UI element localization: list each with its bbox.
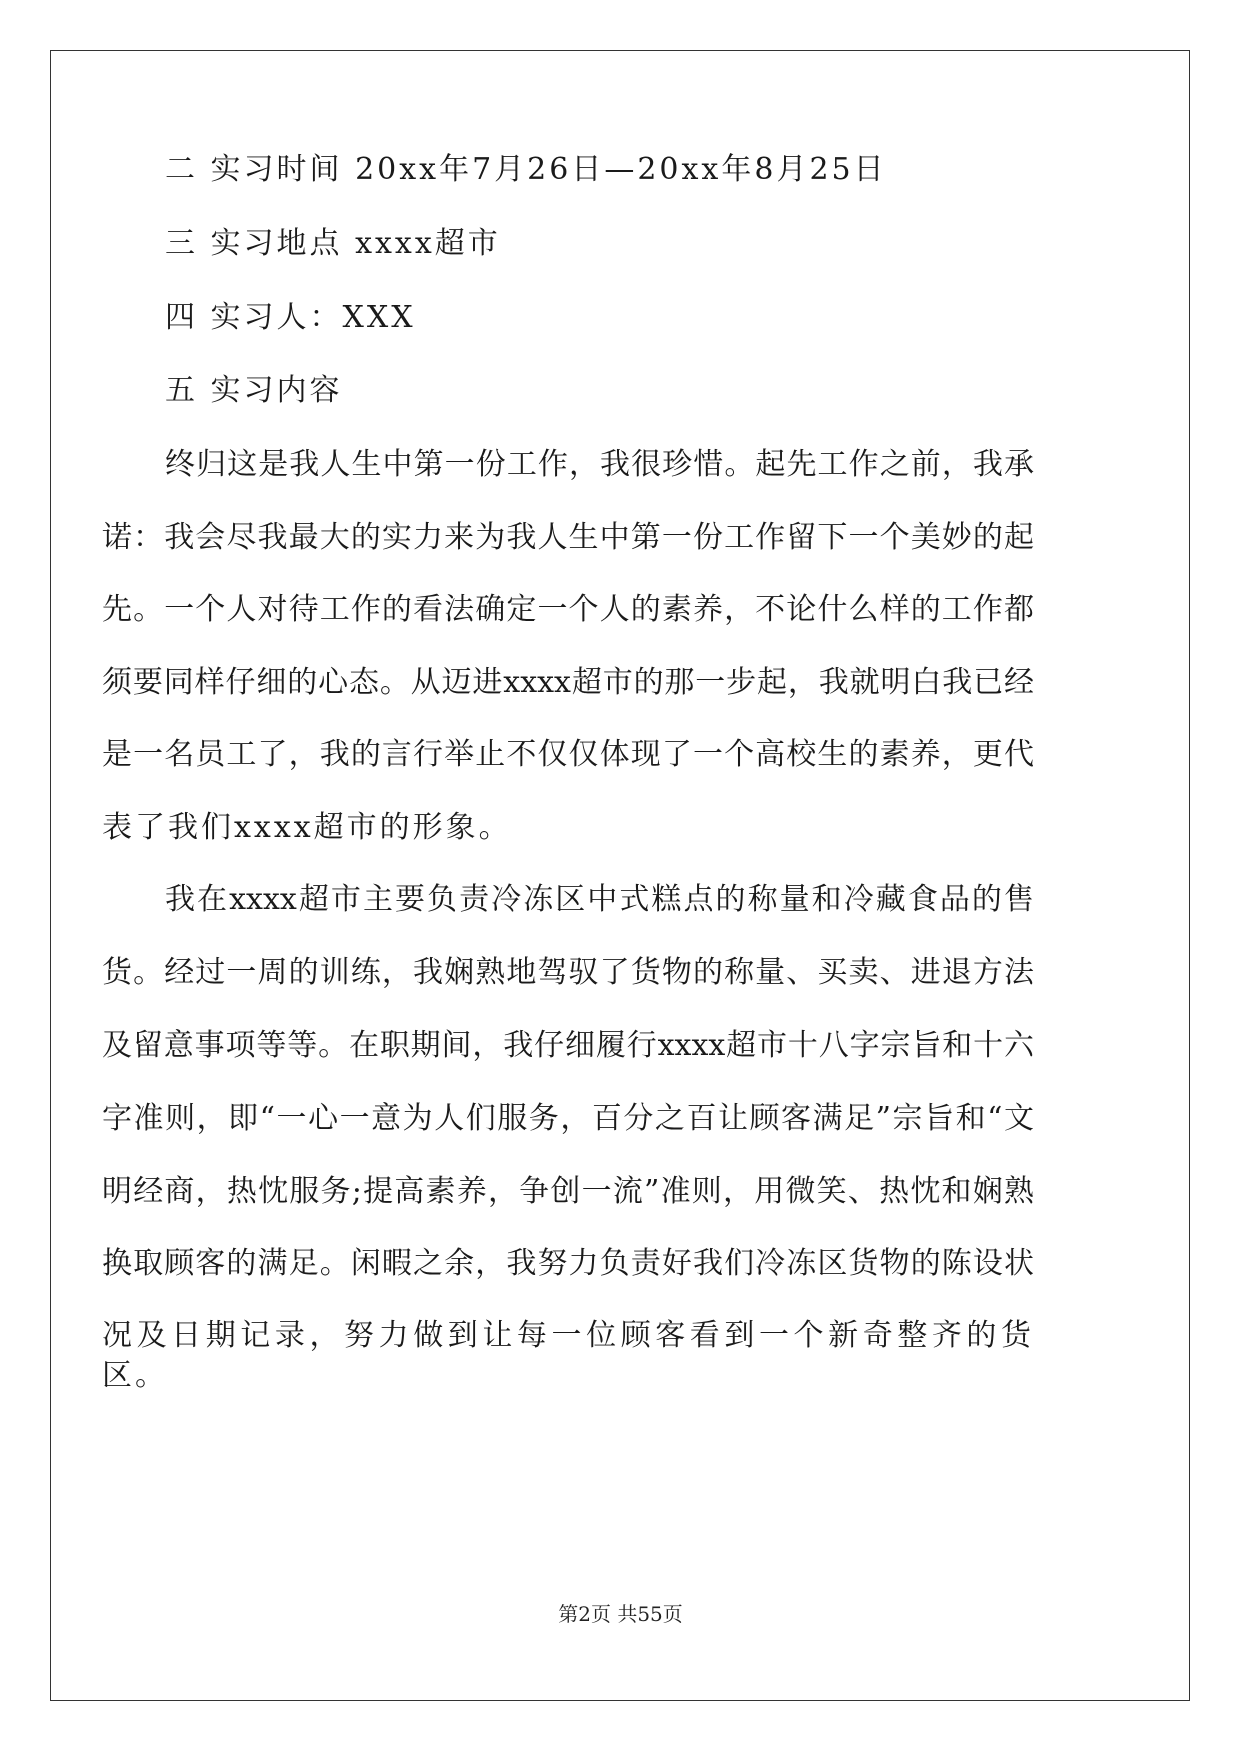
heading-internship-content: 五 实习内容 (165, 373, 343, 408)
paragraph-line: 换取顾客的满足。闲暇之余，我努力负责好我们冷冻区货物的陈设状 (102, 1246, 1034, 1281)
page-number-footer: 第2页 共55页 (558, 1602, 683, 1626)
paragraph-line: 明经商，热忱服务;提高素养，争创一流”准则，用微笑、热忱和娴熟 (102, 1174, 1034, 1209)
paragraph-line: 终归这是我人生中第一份工作，我很珍惜。起先工作之前，我承 (165, 447, 1034, 482)
paragraph-line: 字准则，即“一心一意为人们服务，百分之百让顾客满足”宗旨和“文 (102, 1101, 1034, 1136)
heading-intern: 四 实习人：XXX (165, 300, 416, 335)
paragraph-line: 况及日期记录，努力做到让每一位顾客看到一个新奇整齐的货区。 (102, 1318, 1034, 1393)
heading-internship-time: 二 实习时间 20xx年7月26日—20xx年8月25日 (165, 152, 887, 187)
paragraph-line: 我在xxxx超市主要负责冷冻区中式糕点的称量和冷藏食品的售 (165, 882, 1034, 917)
paragraph-line: 诺：我会尽我最大的实力来为我人生中第一份工作留下一个美妙的起 (102, 520, 1034, 555)
paragraph-line: 先。一个人对待工作的看法确定一个人的素养，不论什么样的工作都 (102, 592, 1034, 627)
paragraph-line: 及留意事项等等。在职期间，我仔细履行xxxx超市十八字宗旨和十六 (102, 1028, 1034, 1063)
paragraph-line: 是一名员工了，我的言行举止不仅仅体现了一个高校生的素养，更代 (102, 737, 1034, 772)
paragraph-line: 表了我们xxxx超市的形象。 (102, 810, 512, 845)
paragraph-line: 须要同样仔细的心态。从迈进xxxx超市的那一步起，我就明白我已经 (102, 665, 1034, 700)
heading-internship-location: 三 实习地点 xxxx超市 (165, 226, 501, 261)
paragraph-line: 货。经过一周的训练，我娴熟地驾驭了货物的称量、买卖、进退方法 (102, 955, 1034, 990)
